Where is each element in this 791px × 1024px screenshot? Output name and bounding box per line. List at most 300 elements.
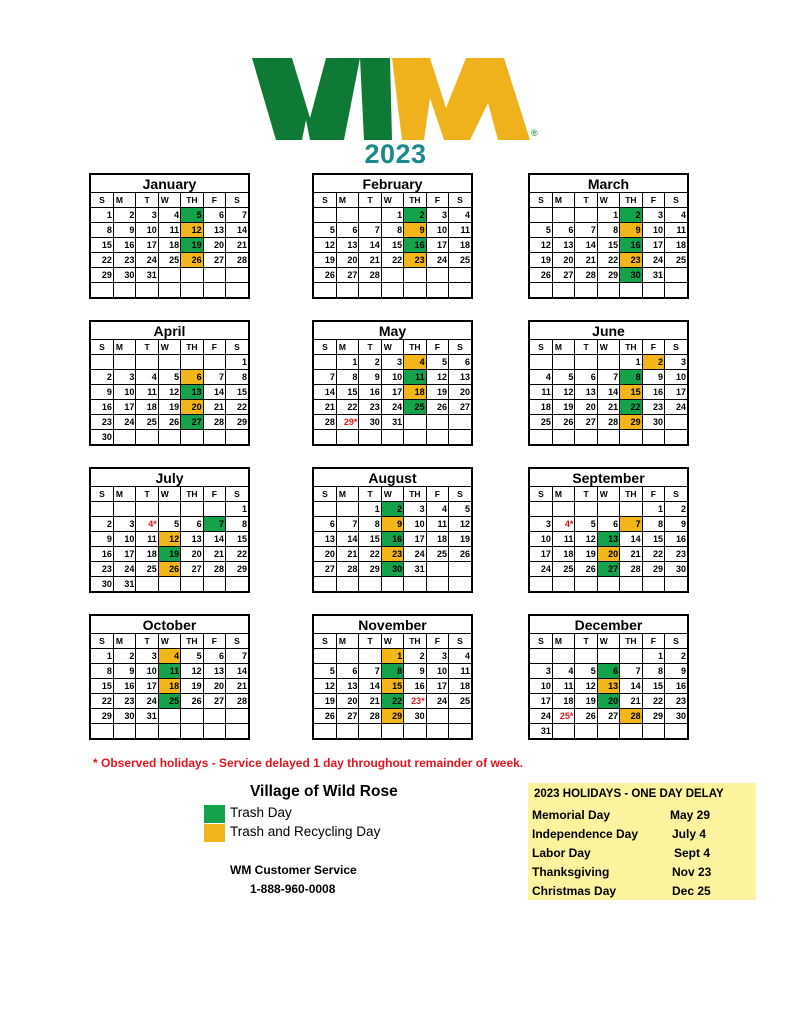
day-cell: 6 [575, 370, 597, 385]
empty-cell [552, 430, 574, 445]
day-cell: 21 [575, 253, 597, 268]
year-heading: 2023 [364, 139, 427, 169]
weekday-header: S [314, 193, 336, 208]
day-cell: 12 [449, 517, 471, 532]
weekday-header: S [449, 193, 471, 208]
day-cell: 1 [642, 649, 664, 664]
day-cell: 20 [336, 694, 358, 709]
day-cell: 17 [136, 679, 158, 694]
empty-cell [158, 268, 180, 283]
weekday-header: T [359, 487, 381, 502]
day-cell: 13 [181, 385, 203, 400]
empty-cell [359, 283, 381, 298]
day-cell: 15 [91, 679, 113, 694]
holiday-date: Nov 23 [672, 865, 712, 879]
day-cell: 23 [113, 253, 135, 268]
day-cell: 19 [158, 547, 180, 562]
day-cell: 12 [158, 532, 180, 547]
weekday-header: M [552, 193, 574, 208]
day-cell: 9 [113, 223, 135, 238]
day-cell: 16 [665, 532, 687, 547]
day-cell: 17 [530, 547, 552, 562]
day-cell: 18 [158, 238, 180, 253]
weekday-header: T [136, 340, 158, 355]
day-cell: 10 [665, 370, 687, 385]
empty-cell [113, 430, 135, 445]
wm-logo [252, 58, 544, 140]
day-cell: 22 [226, 547, 248, 562]
day-cell: 13 [552, 238, 574, 253]
day-cell: 17 [404, 532, 426, 547]
day-cell: 18 [136, 400, 158, 415]
day-cell: 24 [113, 415, 135, 430]
day-cell: 21 [336, 547, 358, 562]
day-cell: 19 [449, 532, 471, 547]
empty-cell [530, 649, 552, 664]
day-cell: 3 [642, 208, 664, 223]
month-title: October [91, 616, 248, 634]
day-cell: 4 [665, 208, 687, 223]
day-cell: 26 [314, 709, 336, 724]
empty-cell [552, 283, 574, 298]
day-cell: 13 [597, 532, 619, 547]
month-november [312, 614, 473, 740]
day-cell: 1 [620, 355, 642, 370]
empty-cell [426, 430, 448, 445]
empty-cell [91, 724, 113, 739]
day-cell: 23 [381, 547, 403, 562]
month-title: February [314, 175, 471, 193]
day-cell: 25 [136, 415, 158, 430]
empty-cell [552, 649, 574, 664]
day-cell: 21 [203, 400, 225, 415]
weekday-header: T [359, 634, 381, 649]
day-cell: 28 [226, 694, 248, 709]
day-cell: 2 [404, 649, 426, 664]
customer-service-title: WM Customer Service [230, 863, 357, 877]
day-cell: 25 [158, 694, 180, 709]
day-cell: 1 [642, 502, 664, 517]
empty-cell [336, 649, 358, 664]
day-cell: 6 [449, 355, 471, 370]
empty-cell [181, 577, 203, 592]
day-cell: 21 [620, 694, 642, 709]
day-cell: 12 [314, 238, 336, 253]
day-cell: 6 [203, 649, 225, 664]
day-cell: 18 [136, 547, 158, 562]
weekday-header: F [426, 340, 448, 355]
day-cell: 5 [181, 208, 203, 223]
day-cell: 19 [426, 385, 448, 400]
empty-cell [91, 355, 113, 370]
day-cell: 31 [642, 268, 664, 283]
day-cell: 13 [336, 238, 358, 253]
empty-cell [665, 430, 687, 445]
empty-cell [404, 577, 426, 592]
day-cell: 30 [381, 562, 403, 577]
day-cell: 7 [226, 649, 248, 664]
day-cell: 19 [181, 679, 203, 694]
weekday-header: M [552, 634, 574, 649]
day-cell: 3 [426, 208, 448, 223]
weekday-header: T [136, 193, 158, 208]
weekday-header: W [381, 193, 403, 208]
month-may [312, 320, 473, 446]
empty-cell [226, 283, 248, 298]
day-cell: 4 [158, 208, 180, 223]
day-cell: 24 [642, 253, 664, 268]
day-cell: 2 [381, 502, 403, 517]
weekday-header: W [158, 634, 180, 649]
day-cell: 29 [359, 562, 381, 577]
empty-cell [620, 649, 642, 664]
empty-cell [91, 283, 113, 298]
day-cell: 15 [642, 532, 664, 547]
empty-cell [359, 430, 381, 445]
empty-cell [181, 430, 203, 445]
weekday-header: M [552, 340, 574, 355]
weekday-header: TH [620, 340, 642, 355]
day-cell: 19 [575, 694, 597, 709]
day-cell: 24 [426, 694, 448, 709]
day-cell: 6 [181, 517, 203, 532]
empty-cell [620, 724, 642, 739]
day-cell: 25 [449, 694, 471, 709]
empty-cell [597, 649, 619, 664]
day-cell: 27 [314, 562, 336, 577]
empty-cell [665, 415, 687, 430]
month-grid [530, 634, 687, 738]
month-june [528, 320, 689, 446]
day-cell: 20 [449, 385, 471, 400]
empty-cell [226, 724, 248, 739]
day-cell: 20 [203, 238, 225, 253]
empty-cell [158, 577, 180, 592]
weekday-header: W [597, 193, 619, 208]
day-cell: 16 [665, 679, 687, 694]
day-cell: 6 [597, 517, 619, 532]
day-cell: 16 [404, 238, 426, 253]
day-cell: 24 [136, 694, 158, 709]
empty-cell [575, 502, 597, 517]
empty-cell [136, 355, 158, 370]
day-cell: 30 [113, 268, 135, 283]
day-cell: 19 [530, 253, 552, 268]
day-cell: 28 [314, 415, 336, 430]
month-grid [91, 193, 248, 297]
day-cell: 28 [336, 562, 358, 577]
empty-cell [404, 283, 426, 298]
month-march [528, 173, 689, 299]
weekday-header: M [336, 193, 358, 208]
empty-cell [336, 430, 358, 445]
day-cell: 28 [597, 415, 619, 430]
weekday-header: S [449, 340, 471, 355]
day-cell: 26 [449, 547, 471, 562]
month-grid [314, 634, 471, 738]
empty-cell [449, 577, 471, 592]
empty-cell [158, 430, 180, 445]
day-cell: 1 [226, 502, 248, 517]
empty-cell [575, 208, 597, 223]
weekday-header: F [426, 634, 448, 649]
month-grid [91, 634, 248, 738]
month-title: November [314, 616, 471, 634]
day-cell: 11 [158, 223, 180, 238]
day-cell: 29 [381, 709, 403, 724]
empty-cell [575, 283, 597, 298]
empty-cell [552, 577, 574, 592]
day-cell: 26 [575, 562, 597, 577]
day-cell: 10 [530, 532, 552, 547]
day-cell: 29 [597, 268, 619, 283]
weekday-header: TH [181, 487, 203, 502]
day-cell: 30 [620, 268, 642, 283]
weekday-header: S [665, 487, 687, 502]
weekday-header: S [91, 193, 113, 208]
day-cell: 2 [404, 208, 426, 223]
empty-cell [449, 430, 471, 445]
day-cell: 31 [136, 709, 158, 724]
day-cell: 13 [336, 679, 358, 694]
recycling-day-swatch [204, 824, 225, 842]
holiday-name: Christmas Day [532, 884, 617, 898]
empty-cell [552, 355, 574, 370]
day-cell: 20 [575, 400, 597, 415]
empty-cell [449, 283, 471, 298]
day-cell: 24 [381, 400, 403, 415]
weekday-header: TH [181, 634, 203, 649]
day-cell: 15 [359, 532, 381, 547]
weekday-header: F [203, 193, 225, 208]
empty-cell [181, 268, 203, 283]
weekday-header: S [314, 487, 336, 502]
empty-cell [530, 430, 552, 445]
day-cell: 4* [136, 517, 158, 532]
weekday-header: F [642, 340, 664, 355]
empty-cell [642, 724, 664, 739]
day-cell: 7 [597, 370, 619, 385]
month-title: March [530, 175, 687, 193]
day-cell: 17 [113, 547, 135, 562]
day-cell: 16 [113, 238, 135, 253]
day-cell: 12 [158, 385, 180, 400]
day-cell: 6 [203, 208, 225, 223]
day-cell: 14 [203, 532, 225, 547]
weekday-header: S [314, 634, 336, 649]
day-cell: 2 [113, 208, 135, 223]
weekday-header: M [113, 634, 135, 649]
empty-cell [336, 283, 358, 298]
weekday-header: S [314, 340, 336, 355]
empty-cell [381, 430, 403, 445]
day-cell: 17 [113, 400, 135, 415]
day-cell: 7 [620, 517, 642, 532]
day-cell: 10 [113, 532, 135, 547]
day-cell: 26 [158, 562, 180, 577]
empty-cell [426, 415, 448, 430]
month-grid [314, 340, 471, 444]
day-cell: 21 [620, 547, 642, 562]
day-cell: 29 [226, 562, 248, 577]
empty-cell [381, 724, 403, 739]
day-cell: 2 [91, 370, 113, 385]
month-title: July [91, 469, 248, 487]
empty-cell [158, 355, 180, 370]
empty-cell [158, 724, 180, 739]
svg-text:®: ® [531, 128, 538, 138]
day-cell: 24 [530, 562, 552, 577]
empty-cell [314, 208, 336, 223]
day-cell: 29* [336, 415, 358, 430]
empty-cell [336, 502, 358, 517]
day-cell: 6 [552, 223, 574, 238]
weekday-header: TH [620, 193, 642, 208]
weekday-header: TH [181, 340, 203, 355]
day-cell: 24 [404, 547, 426, 562]
holidays-box [528, 783, 756, 900]
empty-cell [314, 502, 336, 517]
day-cell: 23 [665, 694, 687, 709]
weekday-header: W [597, 487, 619, 502]
month-title: January [91, 175, 248, 193]
day-cell: 31 [113, 577, 135, 592]
day-cell: 7 [359, 223, 381, 238]
weekday-header: T [359, 193, 381, 208]
empty-cell [314, 430, 336, 445]
day-cell: 4 [426, 502, 448, 517]
day-cell: 21 [359, 694, 381, 709]
day-cell: 1 [381, 208, 403, 223]
day-cell: 5 [449, 502, 471, 517]
day-cell: 4 [136, 370, 158, 385]
weekday-header: S [530, 634, 552, 649]
day-cell: 6 [597, 664, 619, 679]
day-cell: 5 [575, 517, 597, 532]
day-cell: 26 [552, 415, 574, 430]
day-cell: 22 [91, 694, 113, 709]
day-cell: 4 [404, 355, 426, 370]
day-cell: 20 [181, 547, 203, 562]
day-cell: 10 [426, 664, 448, 679]
empty-cell [665, 577, 687, 592]
recycling-day-label: Trash and Recycling Day [230, 824, 381, 839]
month-february [312, 173, 473, 299]
day-cell: 8 [226, 370, 248, 385]
day-cell: 3 [426, 649, 448, 664]
holiday-date: July 4 [672, 827, 707, 841]
day-cell: 21 [597, 400, 619, 415]
day-cell: 14 [203, 385, 225, 400]
empty-cell [575, 430, 597, 445]
day-cell: 26 [530, 268, 552, 283]
month-grid [530, 487, 687, 591]
day-cell: 11 [136, 532, 158, 547]
day-cell: 25* [552, 709, 574, 724]
day-cell: 27 [449, 400, 471, 415]
day-cell: 13 [203, 223, 225, 238]
empty-cell [404, 415, 426, 430]
day-cell: 30 [359, 415, 381, 430]
day-cell: 5 [181, 649, 203, 664]
empty-cell [665, 724, 687, 739]
empty-cell [642, 577, 664, 592]
month-august [312, 467, 473, 593]
day-cell: 5 [314, 664, 336, 679]
day-cell: 11 [404, 370, 426, 385]
day-cell: 27 [597, 562, 619, 577]
holiday-name: Thanksgiving [532, 865, 610, 879]
holiday-name: Memorial Day [532, 808, 611, 822]
day-cell: 6 [336, 223, 358, 238]
day-cell: 1 [381, 649, 403, 664]
day-cell: 20 [181, 400, 203, 415]
day-cell: 5 [314, 223, 336, 238]
day-cell: 30 [642, 415, 664, 430]
weekday-header: S [226, 634, 248, 649]
day-cell: 6 [181, 370, 203, 385]
day-cell: 2 [665, 502, 687, 517]
day-cell: 9 [665, 664, 687, 679]
day-cell: 27 [203, 694, 225, 709]
day-cell: 2 [620, 208, 642, 223]
empty-cell [113, 724, 135, 739]
day-cell: 1 [226, 355, 248, 370]
empty-cell [552, 208, 574, 223]
month-title: December [530, 616, 687, 634]
empty-cell [449, 268, 471, 283]
day-cell: 11 [530, 385, 552, 400]
empty-cell [642, 430, 664, 445]
holiday-note: * Observed holidays - Service delayed 1 day throughout remainder of week. [93, 756, 524, 770]
day-cell: 23 [642, 400, 664, 415]
day-cell: 22 [226, 400, 248, 415]
day-cell: 8 [226, 517, 248, 532]
day-cell: 21 [226, 238, 248, 253]
day-cell: 9 [381, 517, 403, 532]
empty-cell [314, 649, 336, 664]
day-cell: 22 [381, 694, 403, 709]
empty-cell [203, 355, 225, 370]
weekday-header: S [91, 634, 113, 649]
empty-cell [404, 268, 426, 283]
month-title: September [530, 469, 687, 487]
day-cell: 1 [336, 355, 358, 370]
empty-cell [530, 208, 552, 223]
weekday-header: W [158, 340, 180, 355]
weekday-header: F [203, 634, 225, 649]
empty-cell [314, 283, 336, 298]
day-cell: 15 [381, 679, 403, 694]
day-cell: 27 [203, 253, 225, 268]
empty-cell [597, 577, 619, 592]
weekday-header: S [665, 634, 687, 649]
empty-cell [226, 709, 248, 724]
empty-cell [181, 724, 203, 739]
day-cell: 6 [314, 517, 336, 532]
day-cell: 3 [530, 664, 552, 679]
day-cell: 10 [381, 370, 403, 385]
day-cell: 28 [359, 709, 381, 724]
day-cell: 28 [203, 562, 225, 577]
day-cell: 23 [404, 253, 426, 268]
weekday-header: TH [620, 487, 642, 502]
day-cell: 25 [404, 400, 426, 415]
weekday-header: T [359, 340, 381, 355]
day-cell: 19 [158, 400, 180, 415]
day-cell: 19 [314, 694, 336, 709]
day-cell: 25 [136, 562, 158, 577]
